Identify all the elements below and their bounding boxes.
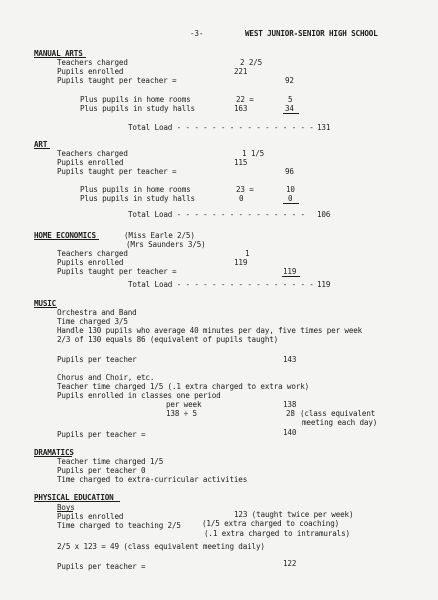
pe-note2: (.1 extra charged to intramurals) <box>204 529 350 538</box>
ma-home-label: Plus pupils in home rooms <box>80 95 191 104</box>
dramatics-heading: DRAMATICS <box>34 448 74 457</box>
art-heading: ART <box>34 140 48 149</box>
music-enrolled-one: Pupils enrolled in classes one period <box>57 391 221 400</box>
pe-per-teacher-label: Pupils per teacher = <box>57 562 146 571</box>
home-ec-teacher-a: (Miss Earle 2/5) <box>124 231 195 240</box>
home-ec-heading: HOME ECONOMICS <box>34 231 96 240</box>
dramatics-extra: Time charged to extra-curricular activities <box>57 475 248 484</box>
music-handle: Handle 130 pupils who average 40 minutes per day, five times per week <box>57 326 363 335</box>
dramatics-per-teacher: Pupils per teacher 0 <box>57 466 146 475</box>
pe-heading: PHYSICAL EDUCATION <box>34 493 114 502</box>
music-orchestra: Orchestra and Band <box>57 308 137 317</box>
he-total-label: Total Load - - - - - - - - - - - - - - - - <box>128 280 314 289</box>
ma-taught-value: 92 <box>285 76 294 85</box>
heading-underline <box>34 239 99 240</box>
ma-study-label: Plus pupils in study halls <box>80 104 195 113</box>
ma-taught-label: Pupils taught per teacher = <box>57 76 177 85</box>
ma-total-label: Total Load - - - - - - - - - - - - - - - - <box>128 123 314 132</box>
he-enrolled-label: Pupils enrolled <box>57 258 124 267</box>
he-taught-label: Pupils taught per teacher = <box>57 267 177 276</box>
value-underline <box>283 203 299 204</box>
dramatics-time: Teacher time charged 1/5 <box>57 457 164 466</box>
art-enrolled-value: 115 <box>234 158 248 167</box>
art-home-label: Plus pupils in home rooms <box>80 185 191 194</box>
art-teachers-value: 1 1/5 <box>242 149 265 158</box>
art-total-value: 106 <box>317 210 331 219</box>
art-study-label: Plus pupils in study halls <box>80 194 195 203</box>
ma-home-value: 5 <box>288 95 293 104</box>
art-home-calc: 23 = <box>236 185 254 194</box>
music-per-week: per week <box>166 400 202 409</box>
page-number: -3- <box>190 29 204 38</box>
ma-study-calc: 163 <box>234 104 248 113</box>
he-total-value: 119 <box>317 280 331 289</box>
he-enrolled-value: 119 <box>234 258 248 267</box>
heading-underline <box>34 307 57 308</box>
ma-enrolled-label: Pupils enrolled <box>57 67 124 76</box>
music-time-charged: Time charged 3/5 <box>57 317 128 326</box>
home-ec-teacher-b: (Mrs Saunders 3/5) <box>126 240 206 249</box>
he-teachers-value: 1 <box>245 249 250 258</box>
art-study-value: 0 <box>288 194 293 203</box>
music-per-teacher2-label: Pupils per teacher = <box>57 430 146 439</box>
music-calc-value: 28 <box>286 409 295 418</box>
pe-note1: (1/5 extra charged to coaching) <box>202 519 340 528</box>
music-per-teacher2-value: 140 <box>283 428 297 437</box>
music-per-teacher-value: 143 <box>283 355 297 364</box>
he-teachers-label: Teachers charged <box>57 249 128 258</box>
music-teacher-time: Teacher time charged 1/5 (.1 extra charged to extra work) <box>57 382 310 391</box>
ma-teachers-label: Teachers charged <box>57 58 128 67</box>
heading-underline <box>34 148 50 149</box>
art-taught-value: 96 <box>285 167 294 176</box>
value-underline <box>283 113 299 114</box>
music-per-week-value: 138 <box>283 400 297 409</box>
ma-teachers-value: 2 2/5 <box>240 58 263 67</box>
art-enrolled-label: Pupils enrolled <box>57 158 124 167</box>
pe-calc: 2/5 x 123 = 49 (class equivalent meeting daily) <box>57 542 265 551</box>
art-teachers-label: Teachers charged <box>57 149 128 158</box>
pe-time-label: Time charged to teaching 2/5 <box>57 521 181 530</box>
ma-enrolled-value: 221 <box>234 67 248 76</box>
art-home-value: 10 <box>286 185 295 194</box>
ma-total-value: 131 <box>317 123 331 132</box>
pe-per-teacher-value: 122 <box>283 559 297 568</box>
school-name: WEST JUNIOR-SENIOR HIGH SCHOOL <box>245 29 378 38</box>
heading-underline <box>34 501 120 502</box>
music-calc: 138 ÷ 5 <box>166 409 197 418</box>
art-study-calc: 0 <box>239 194 244 203</box>
ma-home-calc: 22 = <box>236 95 254 104</box>
music-class-equiv-b: meeting each day) <box>302 418 378 427</box>
manual-arts-heading: MANUAL ARTS <box>34 49 83 58</box>
music-heading: MUSIC <box>34 299 57 308</box>
he-taught-value: 119 <box>283 267 297 276</box>
pe-enrolled-value: 123 (taught twice per week) <box>234 510 354 519</box>
art-taught-label: Pupils taught per teacher = <box>57 167 177 176</box>
music-per-teacher-label: Pupils per teacher <box>57 355 137 364</box>
pe-boys: Boys <box>57 503 75 512</box>
value-underline <box>282 276 300 277</box>
pe-enrolled-label: Pupils enrolled <box>57 512 124 521</box>
ma-study-value: 34 <box>285 104 294 113</box>
music-chorus: Chorus and Choir, etc. <box>57 373 155 382</box>
music-class-equiv-a: (class equivalent <box>300 409 376 418</box>
music-equiv: 2/3 of 130 equals 86 (equivalent of pupils taught) <box>57 335 279 344</box>
art-total-label: Total Load - - - - - - - - - - - - - - - <box>128 210 305 219</box>
